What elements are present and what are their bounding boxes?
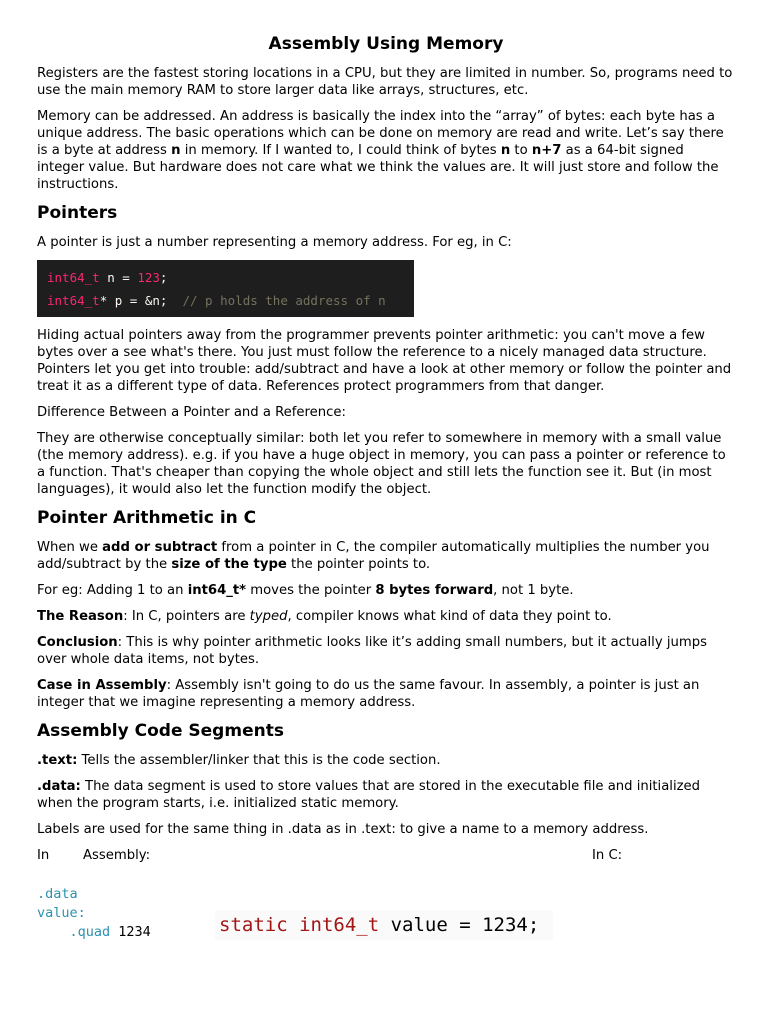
assembly-label: Assembly: <box>83 848 151 863</box>
segments-paragraph-3: Labels are used for the same thing in .data as in .text: to give a name to a memory address. <box>37 822 649 837</box>
bold-text: .text: <box>37 753 78 768</box>
code-type: int64_t <box>47 293 100 308</box>
comparison-labels-row <box>37 847 735 869</box>
text: The data segment is used to store values that are stored in the executable file and initialized when the program starts, i.e. initialized static memory. <box>37 779 701 811</box>
asm-line-1: .data <box>37 886 78 902</box>
arith-paragraph-4 <box>37 634 735 668</box>
text: from a pointer in C, the compiler automatically multiplies the number you add/subtract by the <box>37 540 710 572</box>
asm-line-3 <box>37 923 151 942</box>
code-text: ; <box>159 270 168 285</box>
c-text: value = 1234; <box>379 914 540 936</box>
text: in memory. If I wanted to, I could think of bytes <box>180 143 501 158</box>
bold-text: 8 bytes forward <box>375 583 494 598</box>
bold-text: n <box>171 143 181 158</box>
asm-line-2: value: <box>37 905 86 921</box>
text: When we <box>37 540 103 555</box>
intro-paragraph-1: Registers are the fastest storing locations in a CPU, but they are limited in number. So, programs need to use the main memory RAM to store larger data like arrays, structures, etc. <box>37 66 733 98</box>
document-page <box>37 33 735 869</box>
bold-text: The Reason <box>37 609 124 624</box>
intro-paragraph-2 <box>37 108 735 193</box>
text: Tells the assembler/linker that this is the code section. <box>77 753 441 768</box>
pointers-paragraph-4: They are otherwise conceptually similar: both let you refer to somewhere in memory with a small value (the memory address). e.g. if you have a huge object in memory, you can pass a pointer or reference to a function. That's cheaper than copying the whole object and still lets the function see it. But (in most languages), it would also let the function modify the object. <box>37 431 726 497</box>
code-text: * p = &n; <box>99 293 183 308</box>
code-block-c-static <box>215 910 553 940</box>
asm-directive: .quad <box>37 924 111 940</box>
text: : In C, pointers are <box>123 609 250 624</box>
in-label: In <box>37 848 50 863</box>
text: For eg: Adding 1 to an <box>37 583 188 598</box>
text: the pointer points to. <box>286 557 431 572</box>
pointers-paragraph-3: Difference Between a Pointer and a Reference: <box>37 405 346 420</box>
text: : Assembly isn't going to do us the same favour. In assembly, a pointer is just an integer that we imagine representing a memory address. <box>37 678 700 710</box>
code-block-assembly <box>37 885 151 942</box>
text: moves the pointer <box>246 583 376 598</box>
code-comment: // p holds the address of n <box>182 293 386 308</box>
text: to <box>510 143 532 158</box>
text: : This is why pointer arithmetic looks like it’s adding small numbers, but it actually jumps over whole data items, not bytes. <box>37 635 707 667</box>
text: Memory can be addressed. An address is basically the index into the “array” of bytes: each byte has a unique address. The basic operations which can be done on memory are read and write. Let’s say there is a byte at address <box>37 109 724 158</box>
code-block-c-pointer <box>37 260 414 317</box>
segments-paragraph-2 <box>37 778 735 812</box>
arith-paragraph-3 <box>37 608 735 625</box>
pointers-paragraph-1: A pointer is just a number representing a memory address. For eg, in C: <box>37 235 512 250</box>
code-text: n = <box>99 270 138 285</box>
section-heading-code-segments: Assembly Code Segments <box>37 721 284 741</box>
bold-text: int64_t* <box>187 583 247 598</box>
bold-text: n <box>500 143 511 158</box>
arith-paragraph-1 <box>37 539 735 573</box>
bold-text: size of the type <box>171 557 287 572</box>
bold-text: n+7 <box>531 143 562 158</box>
bold-text: add or subtract <box>102 540 218 555</box>
code-line-2 <box>47 289 414 312</box>
c-keyword: static int64_t <box>219 914 380 936</box>
code-type: int64_t <box>47 270 100 285</box>
segments-paragraph-1 <box>37 752 735 769</box>
text: as a 64-bit signed integer value. But hardware does not care what we think the values are. It will just store and follow the instructions. <box>37 143 719 192</box>
arith-paragraph-2 <box>37 582 735 599</box>
section-heading-pointers: Pointers <box>37 203 118 223</box>
asm-value: 1234 <box>110 924 151 940</box>
in-c-label: In C: <box>592 848 623 863</box>
arith-paragraph-5 <box>37 677 735 711</box>
code-number: 123 <box>137 270 160 285</box>
bold-text: .data: <box>37 779 81 794</box>
code-line-1 <box>47 266 414 289</box>
section-heading-pointer-arithmetic: Pointer Arithmetic in C <box>37 508 257 528</box>
bold-text: Conclusion <box>37 635 118 650</box>
page-title: Assembly Using Memory <box>268 34 504 54</box>
text: , compiler knows what kind of data they point to. <box>287 609 612 624</box>
bold-text: Case in Assembly <box>37 678 167 693</box>
pointers-paragraph-2: Hiding actual pointers away from the programmer prevents pointer arithmetic: you can't move a few bytes over a see what's there. You just must follow the reference to a nicely managed data structure. Pointers let you get into trouble: add/subtract and have a look at other memory or follow the pointer and treat it as a different type of data. References protect programmers from that danger. <box>37 328 732 394</box>
text: , not 1 byte. <box>493 583 574 598</box>
italic-text: typed <box>249 609 288 624</box>
